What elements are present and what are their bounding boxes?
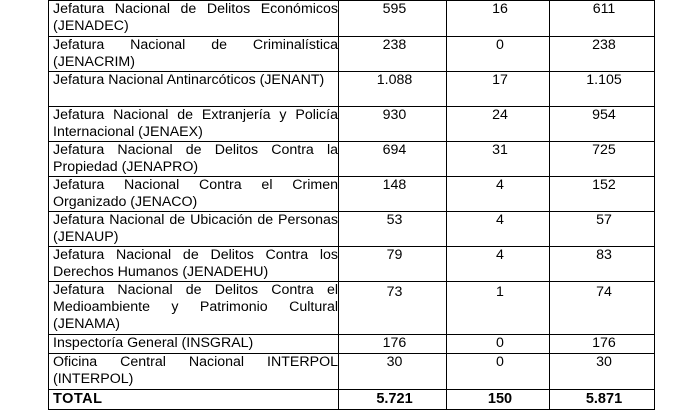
value-col2: 17 [447,72,550,107]
value-col1: 1.088 [339,72,447,107]
value-total: 74 [550,282,655,335]
unit-name: Jefatura Nacional de Delitos Contra el Medioambiente y Patrimonio Cultural (JENAMA) [49,282,339,335]
value-col2: 4 [447,177,550,212]
value-total: 725 [550,142,655,177]
table-row [49,247,655,282]
table-row [49,142,655,177]
unit-name: Jefatura Nacional de Criminalística (JENACRIM) [49,37,339,72]
table-row [49,335,655,354]
table-row [49,177,655,212]
table-row [49,1,655,37]
value-col1: 53 [339,212,447,247]
table-row [49,37,655,72]
value-col1: 238 [339,37,447,72]
unit-name: Oficina Central Nacional INTERPOL (INTERPOL) [49,354,339,390]
value-col2: 16 [447,1,550,37]
value-col1: 30 [339,354,447,390]
value-total: 238 [550,37,655,72]
value-total: 176 [550,335,655,354]
value-col2: 24 [447,107,550,142]
total-label: TOTAL [49,390,339,410]
value-col2: 0 [447,354,550,390]
value-total: 83 [550,247,655,282]
value-total: 152 [550,177,655,212]
value-col1: 930 [339,107,447,142]
unit-name: Jefatura Nacional de Ubicación de Personas (JENAUP) [49,212,339,247]
value-total: 954 [550,107,655,142]
table-row [49,107,655,142]
unit-name: Jefatura Nacional de Extranjería y Policía Internacional (JENAEX) [49,107,339,142]
unit-name: Jefatura Nacional de Delitos Contra los Derechos Humanos (JENADEHU) [49,247,339,282]
unit-name: Jefatura Nacional Antinarcóticos (JENANT) [49,72,339,107]
total-col1: 5.721 [339,390,447,410]
value-col2: 0 [447,37,550,72]
value-col1: 79 [339,247,447,282]
table-row [49,282,655,335]
unit-name: Jefatura Nacional de Delitos Económicos (JENADEC) [49,1,339,37]
value-total: 1.105 [550,72,655,107]
value-col2: 31 [447,142,550,177]
value-total: 57 [550,212,655,247]
personnel-table [48,0,655,410]
value-total: 611 [550,1,655,37]
value-total: 30 [550,354,655,390]
table-row [49,354,655,390]
total-sum: 5.871 [550,390,655,410]
table-row [49,72,655,107]
unit-name: Jefatura Nacional de Delitos Contra la Propiedad (JENAPRO) [49,142,339,177]
value-col1: 148 [339,177,447,212]
value-col2: 4 [447,212,550,247]
unit-name: Jefatura Nacional Contra el Crimen Organizado (JENACO) [49,177,339,212]
unit-name: Inspectoría General (INSGRAL) [49,335,339,354]
value-col1: 176 [339,335,447,354]
total-col2: 150 [447,390,550,410]
table-row [49,212,655,247]
value-col2: 1 [447,282,550,335]
value-col1: 694 [339,142,447,177]
value-col2: 4 [447,247,550,282]
value-col1: 595 [339,1,447,37]
value-col1: 73 [339,282,447,335]
value-col2: 0 [447,335,550,354]
